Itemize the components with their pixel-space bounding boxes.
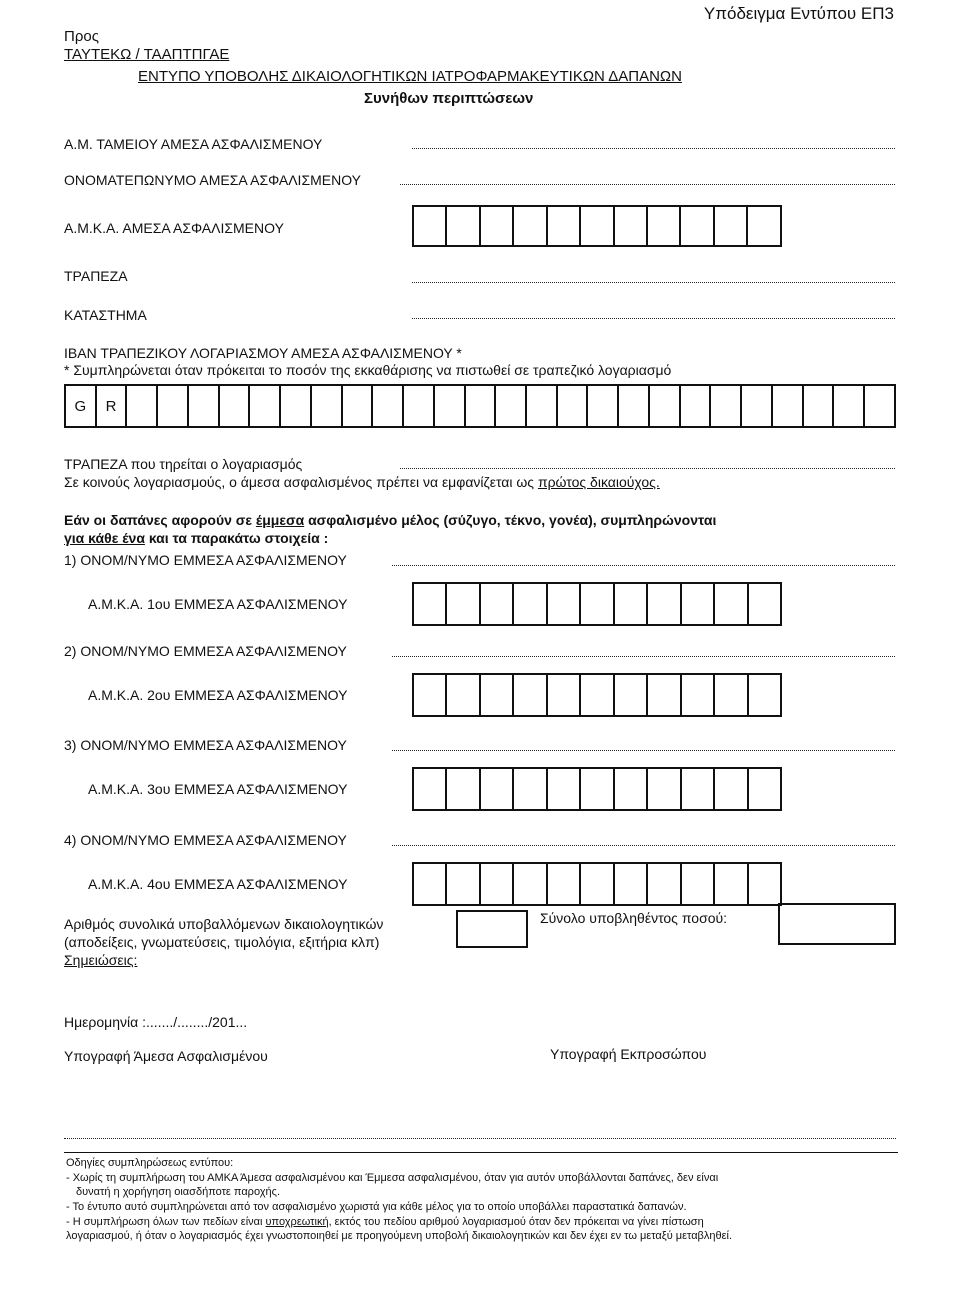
notes-label: Σημειώσεις: [64,952,138,968]
dependent-2-amka-label: Α.Μ.Κ.Α. 2ου ΕΜΜΕΣΑ ΑΣΦΑΛΙΣΜΕΝΟΥ [88,687,348,703]
iban-cell[interactable] [650,386,681,426]
iban-cell[interactable] [312,386,343,426]
amka-cell[interactable] [581,675,614,715]
iban-cell[interactable] [804,386,835,426]
amka-cell[interactable] [548,864,581,904]
iban-cell[interactable] [742,386,773,426]
amka-cell[interactable] [648,584,681,624]
amka-cell[interactable] [648,864,681,904]
amka-cell[interactable] [514,584,547,624]
instruction-4: λογαριασμού, ή όταν ο λογαριασμός έχει γνωστοποιηθεί με προηγούμενη υποβολή δικαιολογητικών και δεν έχει εν τω μεταξύ μεταβληθεί. [66,1230,733,1242]
amka-cell[interactable] [615,675,648,715]
amka-cell[interactable] [414,769,447,809]
dependent-4-amka-boxes[interactable] [412,862,782,906]
iban-cell[interactable] [558,386,589,426]
joint-account-note: Σε κοινούς λογαριασμούς, ο άμεσα ασφαλισμένος πρέπει να εμφανίζεται ως πρώτος δικαιούχος. [64,474,660,490]
instruction-1-cont: δυνατή η χορήγηση οιασδήποτε παροχής. [76,1186,281,1198]
amka-cell[interactable] [514,864,547,904]
dependent-3-amka-label: Α.Μ.Κ.Α. 3ου ΕΜΜΕΣΑ ΑΣΦΑΛΙΣΜΕΝΟΥ [88,781,348,797]
iban-cell[interactable] [527,386,558,426]
amka-cell[interactable] [581,584,614,624]
dependent-2-name-field[interactable] [392,656,895,657]
iban-cell[interactable]: G [66,386,97,426]
dependent-3-name-label: 3) ΟΝΟΜ/ΝΥΜΟ ΕΜΜΕΣΑ ΑΣΦΑΛΙΣΜΕΝΟΥ [64,737,347,753]
iban-note: * Συμπληρώνεται όταν πρόκειται το ποσόν της εκκαθάρισης να πιστωθεί σε τραπεζικό λογαριασμό [64,362,672,378]
form-subtitle: Συνήθων περιπτώσεων [364,90,534,107]
dependents-intro-2: για κάθε ένα και τα παρακάτω στοιχεία : [64,530,329,546]
iban-cell[interactable] [189,386,220,426]
amka-cell[interactable] [548,675,581,715]
amka-cell[interactable] [414,675,447,715]
amka-cell[interactable] [447,584,480,624]
dependent-3-name-field[interactable] [392,750,895,751]
instruction-2: - Το έντυπο αυτό συμπληρώνεται από τον ασφαλισμένο χωριστά για κάθε μέλος για το οποίο υποβάλλει παραστατικά δαπανών. [66,1201,687,1213]
name-label: ΟΝΟΜΑΤΕΠΩΝΥΜΟ ΑΜΕΣΑ ΑΣΦΑΛΙΣΜΕΝΟΥ [64,172,361,188]
representative-signature-label: Υπογραφή Εκπροσώπου [550,1046,707,1062]
iban-cell[interactable] [373,386,404,426]
amka-cell[interactable] [447,675,480,715]
total-amount-box[interactable] [778,903,896,945]
amka-cell[interactable] [682,864,715,904]
docs-count-sublabel: (αποδείξεις, γνωματεύσεις, τιμολόγια, εξιτήρια κλπ) [64,934,380,950]
amka-cell[interactable] [481,675,514,715]
bank-field[interactable] [412,282,895,283]
amka-cell[interactable] [414,584,447,624]
iban-cell[interactable] [220,386,251,426]
dependent-4-amka-label: Α.Μ.Κ.Α. 4ου ΕΜΜΕΣΑ ΑΣΦΑΛΙΣΜΕΝΟΥ [88,876,348,892]
iban-cell[interactable] [619,386,650,426]
amka-cell[interactable] [581,864,614,904]
amka-cell[interactable] [548,584,581,624]
amka-cell[interactable] [749,675,782,715]
amka-cell[interactable] [481,584,514,624]
insured-signature-label: Υπογραφή Άμεσα Ασφαλισμένου [64,1048,268,1064]
iban-cell[interactable] [250,386,281,426]
iban-cell[interactable] [435,386,466,426]
dependent-3-amka-boxes[interactable] [412,767,782,811]
instruction-1: - Χωρίς τη συμπλήρωση του ΑΜΚΑ Άμεσα ασφαλισμένου και Έμμεσα ασφαλισμένου, όταν για αυτόν υποβάλλονται δαπάνες, δεν είναι [66,1172,719,1184]
signature-line[interactable] [64,1138,896,1139]
am-label: Α.Μ. ΤΑΜΕΙΟΥ ΑΜΕΣΑ ΑΣΦΑΛΙΣΜΕΝΟΥ [64,136,323,152]
amka-cell[interactable] [414,864,447,904]
iban-cell[interactable] [711,386,742,426]
dependent-1-amka-label: Α.Μ.Κ.Α. 1ου ΕΜΜΕΣΑ ΑΣΦΑΛΙΣΜΕΝΟΥ [88,596,348,612]
amka-cell[interactable] [715,584,748,624]
iban-cell[interactable] [681,386,712,426]
bank-held-label: ΤΡΑΠΕΖΑ που τηρείται ο λογαριασμός [64,456,303,472]
dependent-4-name-label: 4) ΟΝΟΜ/ΝΥΜΟ ΕΜΜΕΣΑ ΑΣΦΑΛΙΣΜΕΝΟΥ [64,832,347,848]
iban-cell[interactable] [588,386,619,426]
amka-boxes[interactable] [412,205,782,247]
amka-cell[interactable] [615,584,648,624]
amka-cell[interactable] [514,769,547,809]
dependent-1-amka-boxes[interactable] [412,582,782,626]
amka-cell[interactable] [481,864,514,904]
iban-cell[interactable] [834,386,865,426]
to-label: Προς [64,28,99,45]
dependent-2-amka-boxes[interactable] [412,673,782,717]
amka-cell[interactable] [749,864,782,904]
dependent-4-name-field[interactable] [392,845,895,846]
am-field[interactable] [412,148,895,149]
iban-cell[interactable] [496,386,527,426]
iban-cell[interactable]: R [97,386,128,426]
branch-label: ΚΑΤΑΣΤΗΜΑ [64,307,147,323]
instructions-rule [64,1152,898,1153]
iban-cell[interactable] [127,386,158,426]
iban-cell[interactable] [466,386,497,426]
iban-cell[interactable] [343,386,374,426]
iban-cell[interactable] [404,386,435,426]
iban-cell[interactable] [158,386,189,426]
amka-cell[interactable] [648,769,681,809]
amka-cell[interactable] [514,675,547,715]
amka-label: Α.Μ.Κ.Α. ΑΜΕΣΑ ΑΣΦΑΛΙΣΜΕΝΟΥ [64,220,284,236]
dependent-1-name-label: 1) ΟΝΟΜ/ΝΥΜΟ ΕΜΜΕΣΑ ΑΣΦΑΛΙΣΜΕΝΟΥ [64,552,347,568]
iban-cell[interactable] [865,386,896,426]
amka-cell[interactable] [682,584,715,624]
amka-cell[interactable] [715,675,748,715]
amka-cell[interactable] [548,769,581,809]
date-label: Ημερομηνία :......./......../201... [64,1014,248,1030]
total-amount-label: Σύνολο υποβληθέντος ποσού: [540,910,728,926]
amka-cell[interactable] [682,675,715,715]
amka-cell[interactable] [648,675,681,715]
dependent-2-name-label: 2) ΟΝΟΜ/ΝΥΜΟ ΕΜΜΕΣΑ ΑΣΦΑΛΙΣΜΕΝΟΥ [64,643,347,659]
bank-label: ΤΡΑΠΕΖΑ [64,268,128,284]
amka-cell[interactable] [715,769,748,809]
docs-count-box[interactable] [456,910,528,948]
iban-boxes[interactable] [64,384,896,428]
docs-count-label: Αριθμός συνολικά υποβαλλόμενων δικαιολογητικών [64,916,384,932]
branch-field[interactable] [412,318,895,319]
instruction-3: - Η συμπλήρωση όλων των πεδίων είναι υποχρεωτική, εκτός του πεδίου αριθμού λογαριασμού όταν δεν πρόκειται να γίνει πίστωση [66,1216,704,1228]
form-code: Υπόδειγμα Εντύπου ΕΠ3 [703,4,894,23]
dependent-1-name-field[interactable] [392,565,895,566]
amka-cell[interactable] [481,769,514,809]
amka-cell[interactable] [447,864,480,904]
amka-cell[interactable] [447,769,480,809]
amka-cell[interactable] [749,769,782,809]
amka-cell[interactable] [715,864,748,904]
amka-cell[interactable] [581,769,614,809]
iban-label: ΙΒΑΝ ΤΡΑΠΕΖΙΚΟΥ ΛΟΓΑΡΙΑΣΜΟΥ ΑΜΕΣΑ ΑΣΦΑΛΙΣΜΕΝΟΥ * [64,345,462,361]
amka-cell[interactable] [749,584,782,624]
name-field[interactable] [400,184,895,185]
amka-cell[interactable] [682,769,715,809]
bank-held-field[interactable] [400,468,895,469]
amka-cell[interactable] [615,864,648,904]
recipient: ΤΑΥΤΕΚΩ / ΤΑΑΠΤΠΓΑΕ [64,46,230,63]
form-title: ΕΝΤΥΠΟ ΥΠΟΒΟΛΗΣ ΔΙΚΑΙΟΛΟΓΗΤΙΚΩΝ ΙΑΤΡΟΦΑΡΜΑΚΕΥΤΙΚΩΝ ΔΑΠΑΝΩΝ [138,68,682,85]
iban-cell[interactable] [773,386,804,426]
iban-cell[interactable] [281,386,312,426]
amka-cell[interactable] [615,769,648,809]
instructions-title: Οδηγίες συμπληρώσεως εντύπου: [66,1157,234,1169]
dependents-intro: Εάν οι δαπάνες αφορούν σε έμμεσα ασφαλισμένο μέλος (σύζυγο, τέκνο, γονέα), συμπληρώνονται [64,512,717,528]
